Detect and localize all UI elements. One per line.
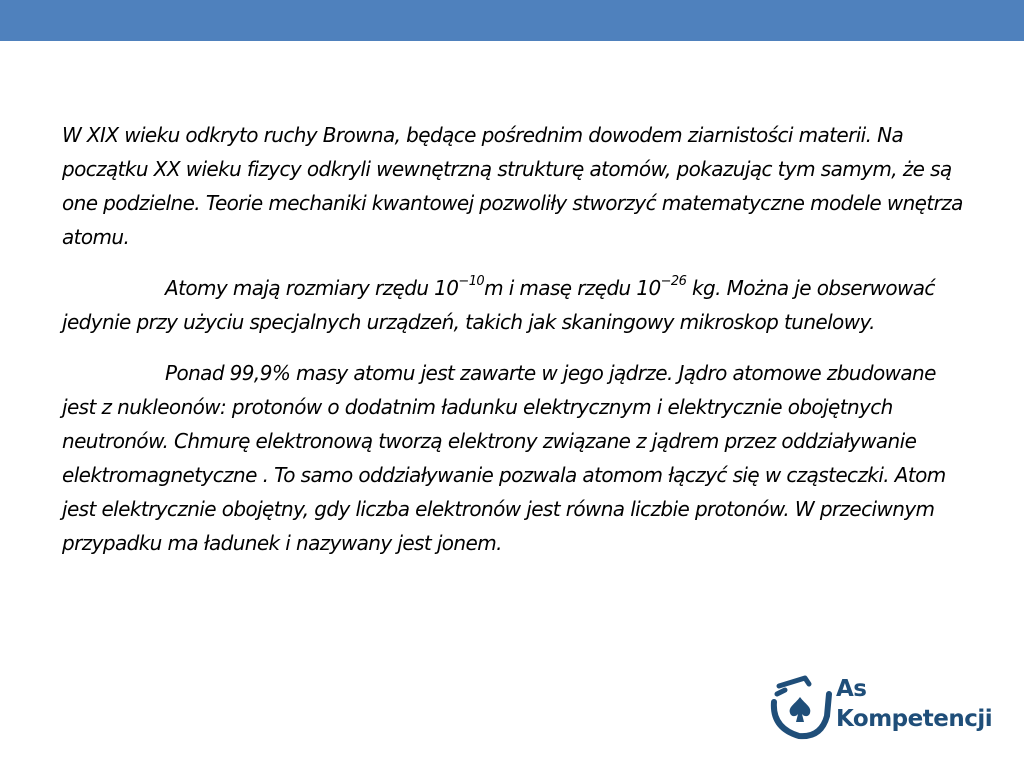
paragraph-3: Ponad 99,9% masy atomu jest zawarte w jego jądrze. Jądro atomowe zbudowane jest z nukleonów: protonów o dodatnim ładunku elektrycznym i elektrycznie obojętnych neutronów. Chmurę elektronową tworzą elektrony związane z jądrem przez oddziaływanie elektromagnetyczne . To samo oddziaływanie pozwala atomom łączyć się w cząsteczki. Atom jest elektrycznie obojętny, gdy liczba elektronów jest równa liczbie protonów. W przeciwnym przypadku ma ładunek i nazywany jest jonem. xyxy=(62,361,946,555)
logo-line-2: Kompetencji xyxy=(836,706,993,732)
top-bar xyxy=(0,0,1024,41)
logo-text xyxy=(836,674,992,734)
spade-card-icon xyxy=(769,672,835,742)
text-content xyxy=(62,118,967,577)
exponent-mass: −26 xyxy=(660,274,687,290)
logo-line-1: As xyxy=(836,676,867,702)
paragraph-2 xyxy=(62,271,967,339)
paragraph-2-part3: kg. Można je obserwować jedynie przy użyciu specjalnych urządzeń, takich jak skaningowy mikroskop tunelowy. xyxy=(62,276,935,334)
logo xyxy=(769,672,1009,742)
exponent-size: −10 xyxy=(458,274,485,290)
paragraph-2-part2: m i masę rzędu 10 xyxy=(484,276,661,300)
paragraph-2-part1: Atomy mają rozmiary rzędu 10 xyxy=(165,276,459,300)
paragraph-1: W XIX wieku odkryto ruchy Browna, będące pośrednim dowodem ziarnistości materii. Na początku XX wieku fizycy odkryli wewnętrzną strukturę atomów, pokazując tym samym, że są one podzielne. Teorie mechaniki kwantowej pozwoliły stworzyć matematyczne modele wnętrza atomu. xyxy=(62,123,963,249)
